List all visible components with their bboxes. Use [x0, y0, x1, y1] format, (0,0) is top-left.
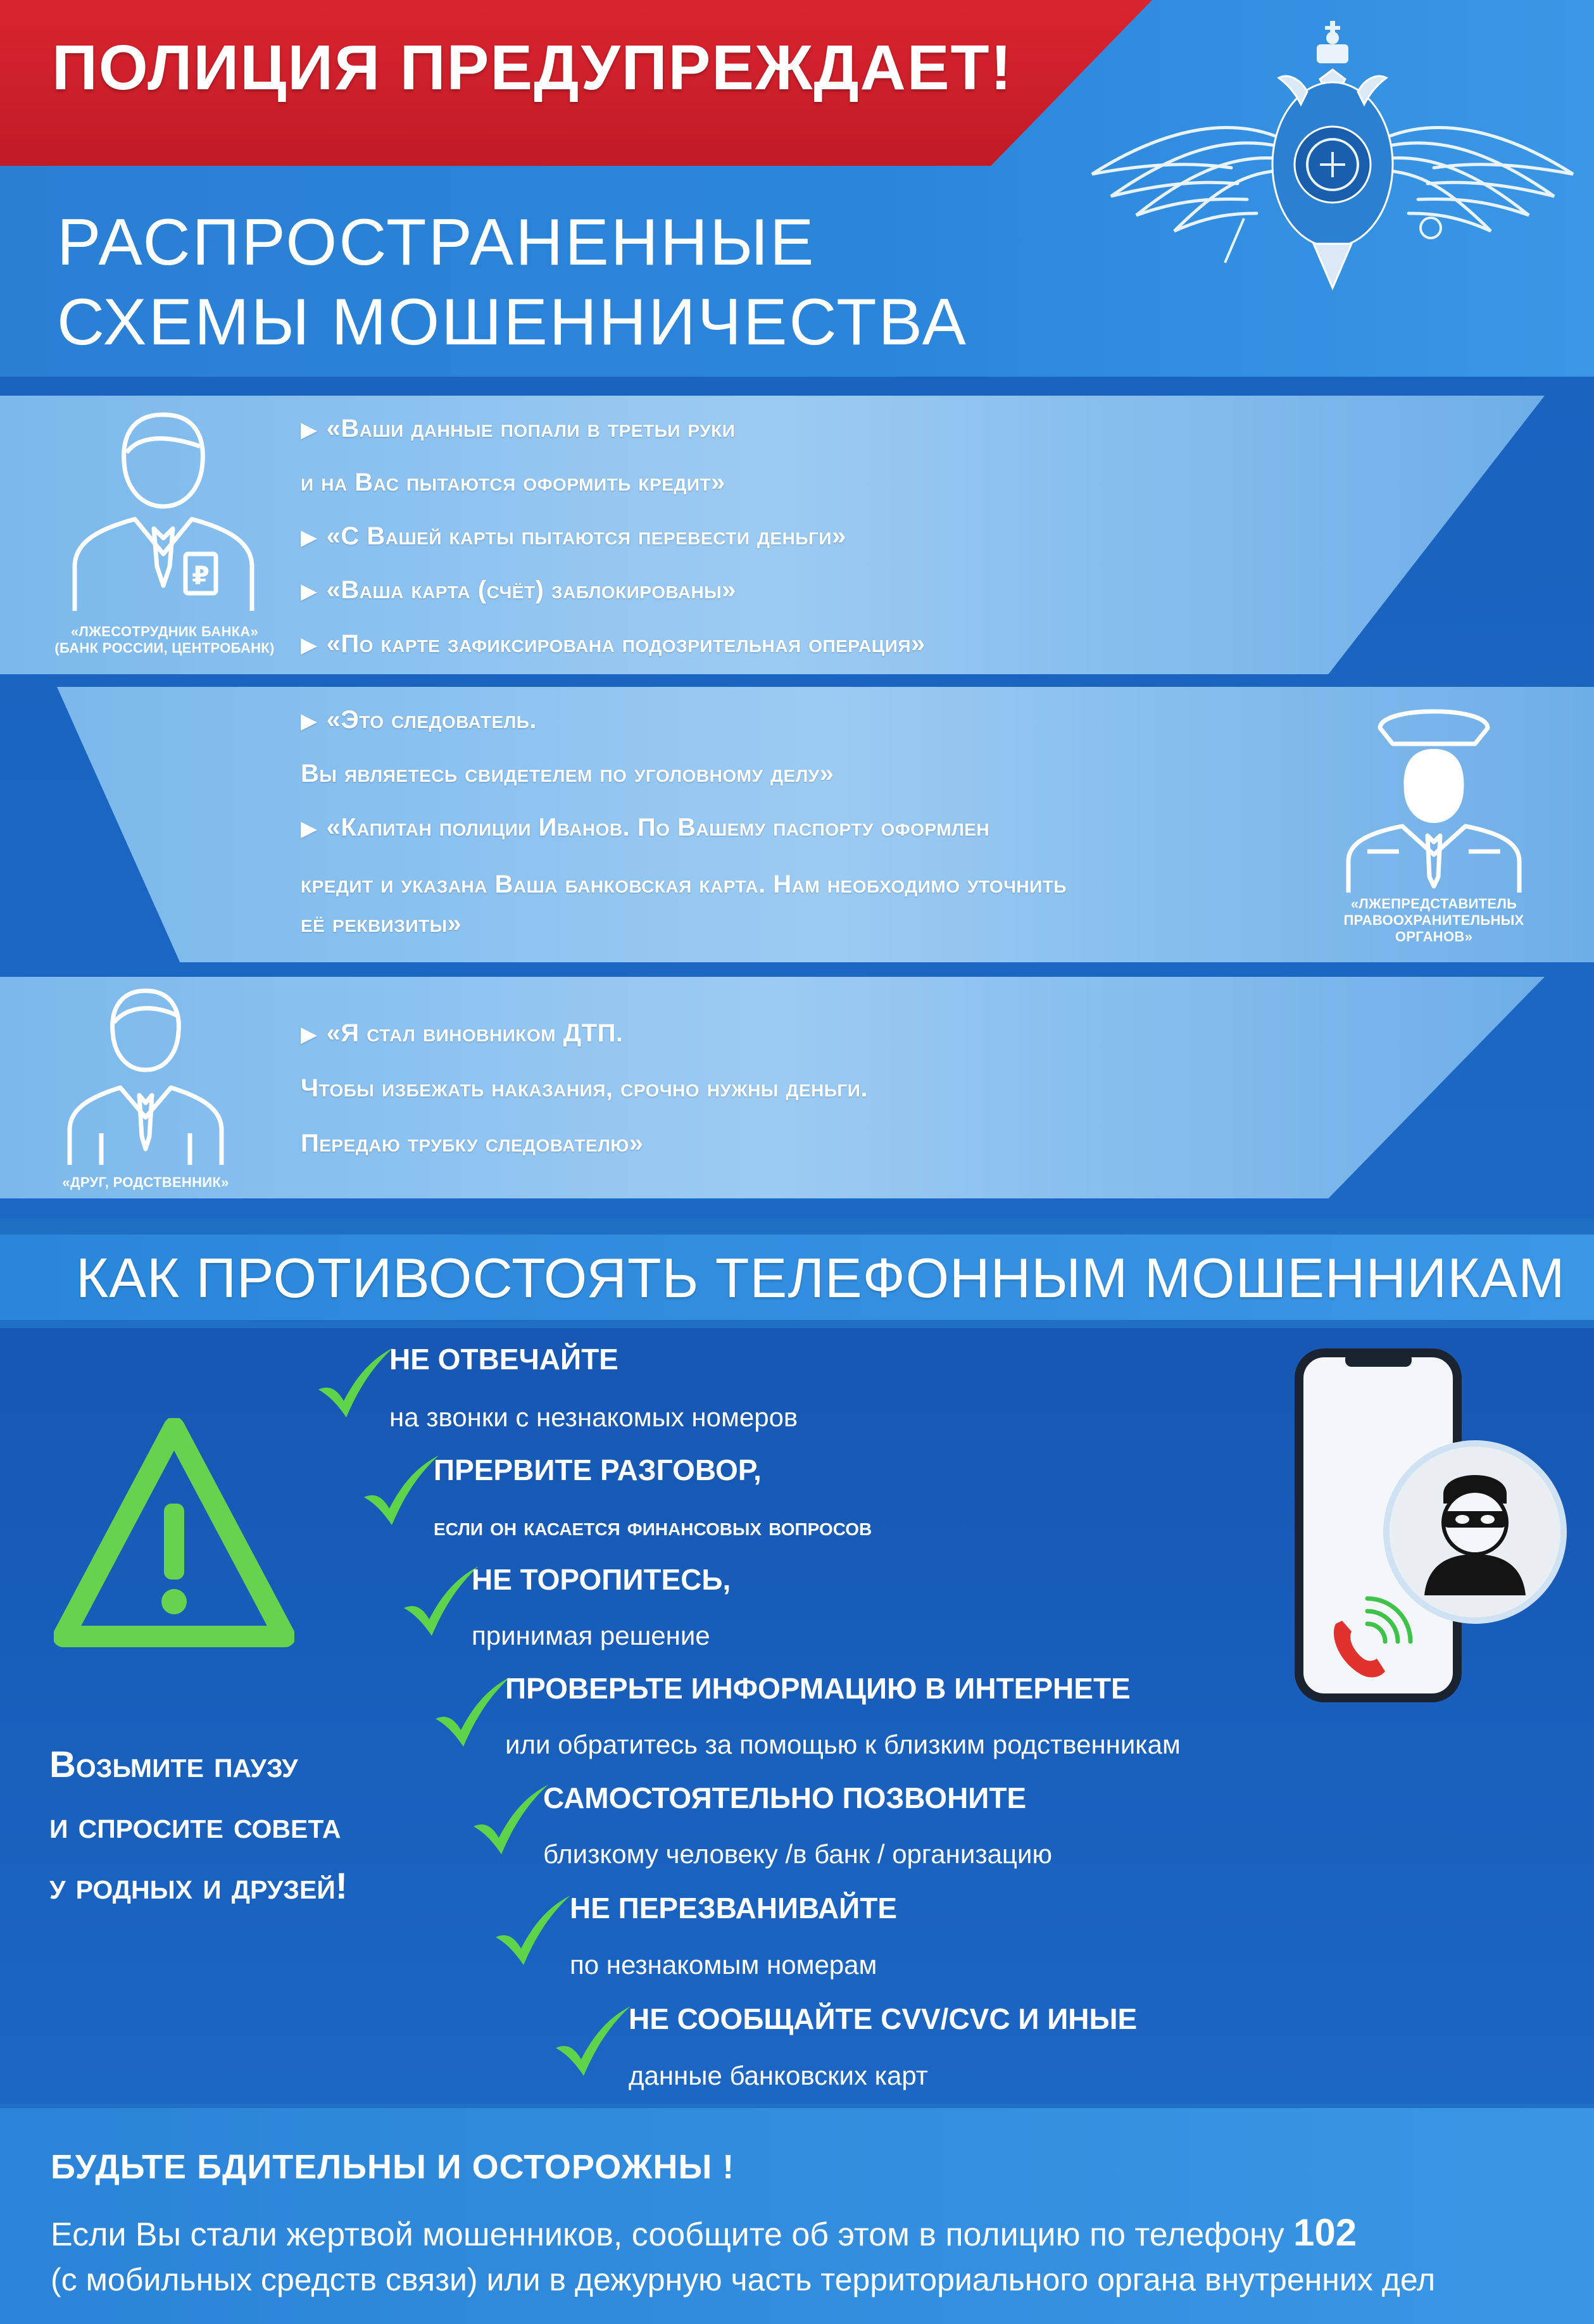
- arrow-icon: ▶: [301, 1022, 318, 1046]
- police-caption-line-3: ОРГАНОВ»: [1395, 929, 1473, 945]
- badge-ruble-sign: ₽: [192, 562, 210, 591]
- bank-line-1: ▶ «Ваши данные попали в третьи руки: [301, 415, 736, 443]
- checkmark-icon: [430, 1674, 513, 1750]
- relative-icon: [63, 981, 228, 1171]
- arrow-icon: ▶: [301, 633, 318, 657]
- tip-4-title: ПРОВЕРЬТЕ ИНФОРМАЦИЮ В ИНТЕРНЕТЕ: [505, 1672, 1131, 1705]
- police-emblem-icon: [1086, 9, 1579, 307]
- counter-title: КАК ПРОТИВОСТОЯТЬ ТЕЛЕФОННЫМ МОШЕННИКАМ: [76, 1247, 1566, 1309]
- tip-6-sub: по незнакомым номерам: [570, 1950, 877, 1980]
- tip-3-title: НЕ ТОРОПИТЕСЬ,: [472, 1563, 731, 1596]
- police-caption-line-2: ПРАВООХРАНИТЕЛЬНЫХ: [1343, 912, 1524, 928]
- police-line-5: её реквизиты»: [301, 910, 462, 938]
- police-caption-line-1: «ЛЖЕПРЕДСТАВИТЕЛЬ: [1350, 896, 1517, 912]
- relative-line-3: Передаю трубку следователю»: [301, 1129, 644, 1157]
- tip-2-title: ПРЕРВИТЕ РАЗГОВОР,: [434, 1454, 762, 1486]
- checkmark-icon: [491, 1893, 573, 1969]
- pause-line-3: у родных и друзей!: [49, 1866, 348, 1907]
- page-title-line-1: РАСПРОСТРАНЕННЫЕ: [57, 206, 816, 279]
- relative-line-1: ▶ «Я стал виновником ДТП.: [301, 1019, 624, 1047]
- checkmark-icon: [551, 2004, 633, 2080]
- footer-line-1-text: Если Вы стали жертвой мошенников, сообщите об этом в полицию по телефону: [51, 2216, 1284, 2253]
- bank-line-5: ▶ «По карте зафиксирована подозрительная операция»: [301, 630, 926, 658]
- page-title-line-2: СХЕМЫ МОШЕННИЧЕСТВА: [57, 286, 968, 359]
- footer-line-1: [51, 2211, 1357, 2254]
- police-line-2: Вы являетесь свидетелем по уголовному делу»: [301, 760, 834, 788]
- tip-1-title: НЕ ОТВЕЧАЙТЕ: [389, 1343, 618, 1376]
- tip-5-title: САМОСТОЯТЕЛЬНО ПОЗВОНИТЕ: [543, 1781, 1027, 1814]
- pause-advice: [49, 1735, 348, 1917]
- bank-employee-caption: [44, 624, 285, 656]
- page-title: [57, 203, 968, 362]
- police-line-3: ▶ «Капитан полиции Иванов. По Вашему паспорту оформлен: [301, 813, 990, 841]
- bank-caption-line-1: «ЛЖЕСОТРУДНИК БАНКА»: [70, 624, 259, 639]
- relative-line-2: Чтобы избежать наказания, срочно нужны деньги.: [301, 1074, 868, 1102]
- arrow-icon: ▶: [301, 525, 318, 550]
- tip-4-sub: или обратитесь за помощью к близким родственникам: [505, 1730, 1181, 1759]
- bank-line-2: и на Вас пытаются оформить кредит»: [301, 468, 725, 496]
- checkmark-icon: [359, 1453, 441, 1529]
- tip-1-sub: на звонки с незнакомых номеров: [389, 1402, 798, 1432]
- phone-icon: [1291, 1345, 1570, 1712]
- footer-line-2: (с мобильных средств связи) или в дежурную часть территориального органа внутренних дел: [51, 2262, 1436, 2297]
- pause-line-2: и спросите совета: [49, 1805, 341, 1846]
- police-line-4: кредит и указана Ваша банковская карта. Нам необходимо уточнить: [301, 870, 1067, 898]
- relative-caption: «ДРУГ, РОДСТВЕННИК»: [62, 1174, 229, 1190]
- police-line-1: ▶ «Это следователь.: [301, 706, 537, 734]
- checkmark-icon: [399, 1564, 481, 1640]
- arrow-icon: ▶: [301, 817, 318, 841]
- bank-line-3: ▶ «С Вашей карты пытаются перевести деньги»: [301, 522, 846, 550]
- bank-caption-line-2: (БАНК РОССИИ, ЦЕНТРОБАНК): [54, 640, 275, 656]
- pause-line-1: Возьмите паузу: [49, 1744, 298, 1785]
- warning-triangle-icon: [54, 1418, 294, 1652]
- tip-7-title: НЕ СООБЩАЙТЕ CVV/CVC И ИНЫЕ: [629, 2002, 1138, 2035]
- bank-line-4: ▶ «Ваша карта (счёт) заблокированы»: [301, 576, 736, 604]
- arrow-icon: ▶: [301, 579, 318, 603]
- arrow-icon: ▶: [301, 709, 318, 733]
- police-phone-number: 102: [1293, 2211, 1357, 2254]
- police-officer-icon: [1342, 693, 1526, 896]
- warning-title: ПОЛИЦИЯ ПРЕДУПРЕЖДАЕТ!: [52, 32, 1013, 103]
- tip-6-title: НЕ ПЕРЕЗВАНИВАЙТЕ: [570, 1892, 898, 1925]
- tip-7-sub: данные банковских карт: [629, 2061, 928, 2090]
- footer-title: БУДЬТЕ БДИТЕЛЬНЫ И ОСТОРОЖНЫ !: [51, 2148, 735, 2186]
- tip-2-sub: если он касается финансовых вопросов: [434, 1513, 872, 1541]
- checkmark-icon: [468, 1782, 551, 1858]
- police-officer-caption: [1317, 896, 1551, 945]
- arrow-icon: ▶: [301, 418, 318, 442]
- bank-employee-icon: [68, 402, 258, 617]
- tip-5-sub: близкому человеку /в банк / организацию: [543, 1839, 1052, 1869]
- checkmark-icon: [313, 1345, 396, 1421]
- tip-3-sub: принимая решение: [472, 1621, 710, 1650]
